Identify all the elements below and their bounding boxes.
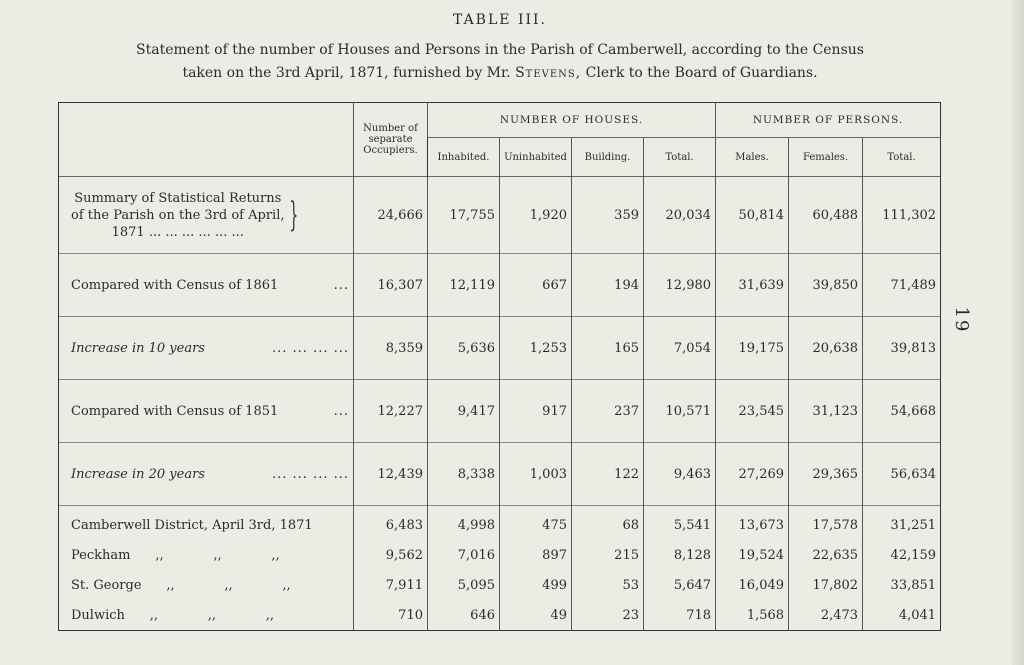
census-table: [58, 102, 941, 631]
cell-inhabited: 12,119: [428, 254, 500, 317]
cell-building: 122: [572, 443, 644, 506]
table-row: [59, 600, 941, 631]
clerk-name: Stevens,: [515, 65, 582, 81]
header-number-of-houses: NUMBER OF HOUSES.: [428, 103, 716, 138]
cell-inhabited: 5,636: [428, 317, 500, 380]
cell-inhabited: 4,998: [428, 506, 500, 541]
table-row: [59, 380, 941, 443]
cell-houses-total: 20,034: [644, 177, 716, 254]
row-label: [59, 570, 354, 600]
page-edge: [1012, 0, 1024, 665]
ditto-mark: ,,: [265, 607, 275, 623]
cell-uninhabited: 917: [500, 380, 572, 443]
cell-females: 60,488: [789, 177, 863, 254]
cell-uninhabited: 475: [500, 506, 572, 541]
cell-males: 27,269: [716, 443, 789, 506]
header-separate-occupiers: Number of separate Occupiers.: [354, 103, 428, 177]
ditto-mark: ,,: [224, 577, 233, 593]
leader-dots: ... ... ... ...: [272, 466, 349, 482]
caption-line-2-end: Clerk to the Board of Guardians.: [585, 65, 818, 81]
cell-males: 31,639: [716, 254, 789, 317]
cell-persons-total: 31,251: [863, 506, 941, 541]
cell-persons-total: 42,159: [863, 540, 941, 570]
cell-uninhabited: 897: [500, 540, 572, 570]
cell-inhabited: 5,095: [428, 570, 500, 600]
row-label-text: Compared with Census of 1861: [71, 277, 279, 293]
summary-label-line: Summary of Statistical Returns: [74, 190, 282, 206]
cell-males: 23,545: [716, 380, 789, 443]
row-label-text: Increase in 10 years: [71, 340, 205, 356]
table-caption: [60, 39, 940, 85]
cell-houses-total: 5,647: [644, 570, 716, 600]
cell-uninhabited: 1,003: [500, 443, 572, 506]
ditto-mark: ,,: [149, 607, 159, 623]
cell-males: 19,524: [716, 540, 789, 570]
cell-occupiers: 16,307: [354, 254, 428, 317]
row-label-text: Camberwell District, April 3rd, 1871: [71, 517, 313, 533]
header-persons-total: Total.: [863, 138, 941, 177]
row-label-text: Increase in 20 years: [71, 466, 205, 482]
ditto-mark: ,,: [155, 547, 164, 563]
cell-houses-total: 7,054: [644, 317, 716, 380]
cell-uninhabited: 1,920: [500, 177, 572, 254]
summary-brace: }: [288, 195, 298, 235]
header-females: Females.: [789, 138, 863, 177]
cell-persons-total: 56,634: [863, 443, 941, 506]
cell-females: 2,473: [789, 600, 863, 631]
cell-uninhabited: 667: [500, 254, 572, 317]
row-label-summary: [59, 177, 354, 254]
cell-occupiers: 9,562: [354, 540, 428, 570]
row-label: [59, 600, 354, 631]
row-label: [59, 540, 354, 570]
row-label-text: Peckham: [71, 547, 131, 563]
cell-males: 13,673: [716, 506, 789, 541]
header-houses-total: Total.: [644, 138, 716, 177]
cell-females: 17,578: [789, 506, 863, 541]
cell-building: 53: [572, 570, 644, 600]
header-males: Males.: [716, 138, 789, 177]
cell-occupiers: 6,483: [354, 506, 428, 541]
summary-label-line: 1871 ... ... ... ... ... ...: [111, 224, 244, 240]
cell-occupiers: 7,911: [354, 570, 428, 600]
row-label-header: [59, 103, 354, 177]
ditto-mark: ,,: [282, 577, 291, 593]
cell-occupiers: 8,359: [354, 317, 428, 380]
cell-inhabited: 646: [428, 600, 500, 631]
leader-dots: ... ... ... ...: [272, 340, 349, 356]
cell-persons-total: 71,489: [863, 254, 941, 317]
cell-occupiers: 12,227: [354, 380, 428, 443]
row-label: [59, 506, 354, 541]
caption-line-1: Statement of the number of Houses and Persons in the Parish of Camberwell, according to the Census: [136, 42, 864, 58]
caption-line-2-start: taken on the 3rd April, 1871, furnished by Mr.: [182, 65, 511, 81]
row-label: [59, 443, 354, 506]
cell-males: 19,175: [716, 317, 789, 380]
summary-label-line: of the Parish on the 3rd of April,: [71, 207, 285, 223]
cell-building: 237: [572, 380, 644, 443]
page-number: 19: [951, 306, 972, 334]
ditto-mark: ,,: [213, 547, 222, 563]
cell-females: 39,850: [789, 254, 863, 317]
header-number-of-persons: NUMBER OF PERSONS.: [716, 103, 941, 138]
row-label-text: Compared with Census of 1851: [71, 403, 279, 419]
table-row: [59, 317, 941, 380]
cell-females: 22,635: [789, 540, 863, 570]
cell-building: 165: [572, 317, 644, 380]
summary-label: [71, 190, 349, 241]
cell-houses-total: 718: [644, 600, 716, 631]
table-row: [59, 540, 941, 570]
cell-persons-total: 111,302: [863, 177, 941, 254]
row-label: [59, 380, 354, 443]
row-label: [59, 317, 354, 380]
cell-females: 29,365: [789, 443, 863, 506]
cell-building: 23: [572, 600, 644, 631]
header-uninhabited: Uninhabited: [500, 138, 572, 177]
table-row: [59, 443, 941, 506]
cell-building: 215: [572, 540, 644, 570]
header-inhabited: Inhabited.: [428, 138, 500, 177]
cell-houses-total: 12,980: [644, 254, 716, 317]
row-label-text: St. George: [71, 577, 142, 593]
cell-persons-total: 4,041: [863, 600, 941, 631]
cell-males: 1,568: [716, 600, 789, 631]
cell-inhabited: 7,016: [428, 540, 500, 570]
ditto-mark: ,,: [166, 577, 175, 593]
cell-occupiers: 710: [354, 600, 428, 631]
row-label-text: Dulwich: [71, 607, 125, 623]
cell-persons-total: 39,813: [863, 317, 941, 380]
summary-label-text: [71, 190, 285, 241]
cell-females: 17,802: [789, 570, 863, 600]
cell-houses-total: 5,541: [644, 506, 716, 541]
cell-occupiers: 12,439: [354, 443, 428, 506]
cell-building: 194: [572, 254, 644, 317]
cell-uninhabited: 499: [500, 570, 572, 600]
row-label: [59, 254, 354, 317]
table-title: TABLE III.: [453, 12, 547, 28]
cell-males: 16,049: [716, 570, 789, 600]
cell-inhabited: 17,755: [428, 177, 500, 254]
cell-females: 20,638: [789, 317, 863, 380]
caption-line-2: [60, 62, 940, 85]
table-row: [59, 254, 941, 317]
cell-houses-total: 8,128: [644, 540, 716, 570]
cell-houses-total: 9,463: [644, 443, 716, 506]
header-building: Building.: [572, 138, 644, 177]
table-row: [59, 506, 941, 541]
table-row: [59, 570, 941, 600]
cell-building: 68: [572, 506, 644, 541]
leader-dots: ...: [333, 403, 349, 419]
cell-occupiers: 24,666: [354, 177, 428, 254]
cell-uninhabited: 1,253: [500, 317, 572, 380]
cell-persons-total: 54,668: [863, 380, 941, 443]
cell-females: 31,123: [789, 380, 863, 443]
cell-houses-total: 10,571: [644, 380, 716, 443]
cell-persons-total: 33,851: [863, 570, 941, 600]
ditto-mark: ,,: [271, 547, 280, 563]
leader-dots: ...: [333, 277, 349, 293]
cell-uninhabited: 49: [500, 600, 572, 631]
ditto-mark: ,,: [207, 607, 217, 623]
cell-building: 359: [572, 177, 644, 254]
cell-males: 50,814: [716, 177, 789, 254]
cell-inhabited: 9,417: [428, 380, 500, 443]
table-row: [59, 177, 941, 254]
cell-inhabited: 8,338: [428, 443, 500, 506]
